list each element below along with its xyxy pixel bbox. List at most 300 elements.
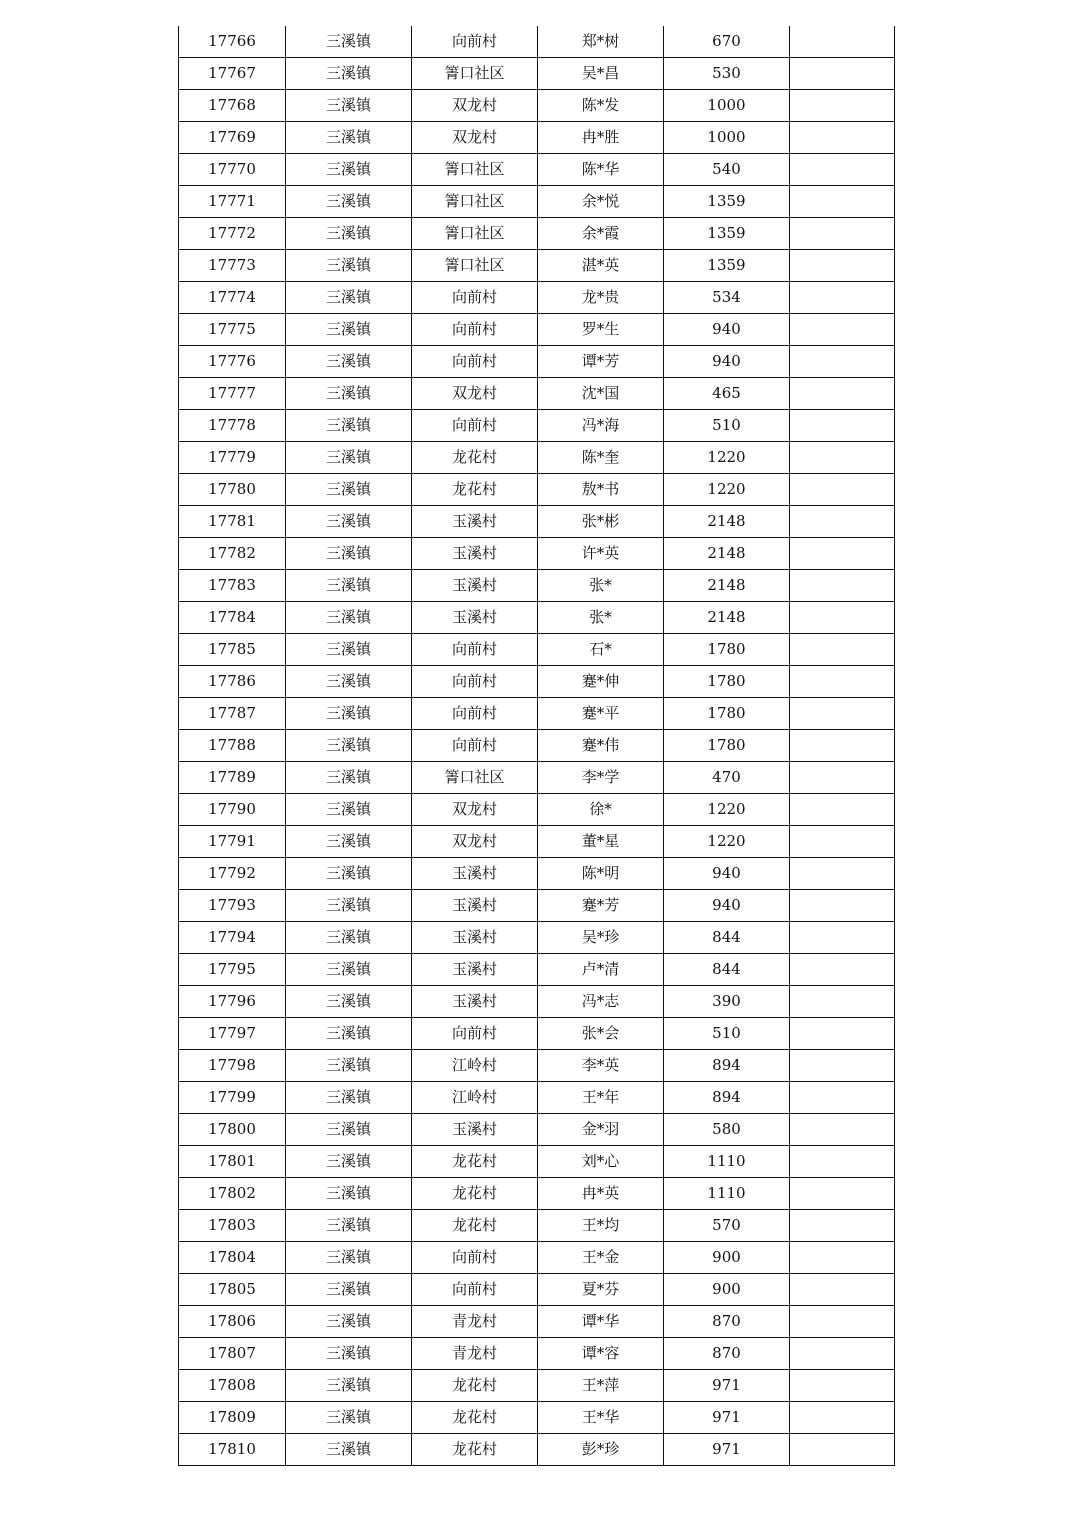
village-cell: 龙花村 [412, 1178, 538, 1210]
village-cell: 龙花村 [412, 1146, 538, 1178]
village-cell: 玉溪村 [412, 858, 538, 890]
amount-cell: 470 [664, 762, 790, 794]
amount-cell: 1220 [664, 794, 790, 826]
table-row [179, 1146, 895, 1178]
record-id-cell: 17777 [179, 378, 286, 410]
amount-cell: 870 [664, 1338, 790, 1370]
note-cell [790, 1210, 895, 1242]
name-cell: 沈*国 [538, 378, 664, 410]
village-cell: 箐口社区 [412, 58, 538, 90]
table-row [179, 1210, 895, 1242]
village-cell: 双龙村 [412, 90, 538, 122]
table-row [179, 58, 895, 90]
note-cell [790, 1402, 895, 1434]
record-id-cell: 17774 [179, 282, 286, 314]
name-cell: 张*彬 [538, 506, 664, 538]
note-cell [790, 1434, 895, 1466]
village-cell: 玉溪村 [412, 922, 538, 954]
amount-cell: 2148 [664, 570, 790, 602]
village-cell: 玉溪村 [412, 538, 538, 570]
village-cell: 玉溪村 [412, 890, 538, 922]
amount-cell: 540 [664, 154, 790, 186]
record-id-cell: 17779 [179, 442, 286, 474]
town-cell: 三溪镇 [286, 890, 412, 922]
note-cell [790, 826, 895, 858]
note-cell [790, 58, 895, 90]
town-cell: 三溪镇 [286, 1146, 412, 1178]
amount-cell: 2148 [664, 538, 790, 570]
town-cell: 三溪镇 [286, 730, 412, 762]
name-cell: 蹇*芳 [538, 890, 664, 922]
table-row [179, 698, 895, 730]
amount-cell: 894 [664, 1050, 790, 1082]
town-cell: 三溪镇 [286, 858, 412, 890]
amount-cell: 870 [664, 1306, 790, 1338]
note-cell [790, 250, 895, 282]
amount-cell: 1780 [664, 666, 790, 698]
town-cell: 三溪镇 [286, 1434, 412, 1466]
village-cell: 龙花村 [412, 1434, 538, 1466]
table-row [179, 26, 895, 58]
name-cell: 张*会 [538, 1018, 664, 1050]
village-cell: 江岭村 [412, 1082, 538, 1114]
name-cell: 金*羽 [538, 1114, 664, 1146]
name-cell: 冯*志 [538, 986, 664, 1018]
record-id-cell: 17786 [179, 666, 286, 698]
name-cell: 石* [538, 634, 664, 666]
record-id-cell: 17785 [179, 634, 286, 666]
table-row [179, 1306, 895, 1338]
note-cell [790, 154, 895, 186]
name-cell: 卢*清 [538, 954, 664, 986]
amount-cell: 2148 [664, 506, 790, 538]
amount-cell: 510 [664, 1018, 790, 1050]
note-cell [790, 314, 895, 346]
village-cell: 玉溪村 [412, 954, 538, 986]
record-id-cell: 17783 [179, 570, 286, 602]
village-cell: 向前村 [412, 666, 538, 698]
note-cell [790, 858, 895, 890]
record-id-cell: 17773 [179, 250, 286, 282]
table-row [179, 730, 895, 762]
note-cell [790, 282, 895, 314]
village-cell: 龙花村 [412, 442, 538, 474]
village-cell: 向前村 [412, 1274, 538, 1306]
note-cell [790, 1018, 895, 1050]
town-cell: 三溪镇 [286, 954, 412, 986]
note-cell [790, 1114, 895, 1146]
village-cell: 向前村 [412, 26, 538, 58]
record-id-cell: 17800 [179, 1114, 286, 1146]
record-id-cell: 17769 [179, 122, 286, 154]
record-id-cell: 17795 [179, 954, 286, 986]
note-cell [790, 954, 895, 986]
table-row [179, 474, 895, 506]
note-cell [790, 90, 895, 122]
table-row [179, 314, 895, 346]
name-cell: 张* [538, 570, 664, 602]
village-cell: 玉溪村 [412, 986, 538, 1018]
amount-cell: 1110 [664, 1146, 790, 1178]
amount-cell: 844 [664, 922, 790, 954]
amount-cell: 1359 [664, 218, 790, 250]
town-cell: 三溪镇 [286, 442, 412, 474]
village-cell: 向前村 [412, 1242, 538, 1274]
record-id-cell: 17810 [179, 1434, 286, 1466]
note-cell [790, 26, 895, 58]
town-cell: 三溪镇 [286, 666, 412, 698]
town-cell: 三溪镇 [286, 314, 412, 346]
amount-cell: 940 [664, 890, 790, 922]
name-cell: 谭*华 [538, 1306, 664, 1338]
name-cell: 张* [538, 602, 664, 634]
town-cell: 三溪镇 [286, 410, 412, 442]
table-row [179, 410, 895, 442]
record-id-cell: 17797 [179, 1018, 286, 1050]
table-row [179, 858, 895, 890]
record-id-cell: 17798 [179, 1050, 286, 1082]
name-cell: 徐* [538, 794, 664, 826]
town-cell: 三溪镇 [286, 218, 412, 250]
name-cell: 郑*树 [538, 26, 664, 58]
table-row [179, 1274, 895, 1306]
name-cell: 王*金 [538, 1242, 664, 1274]
table-row [179, 218, 895, 250]
village-cell: 向前村 [412, 314, 538, 346]
village-cell: 双龙村 [412, 378, 538, 410]
name-cell: 王*年 [538, 1082, 664, 1114]
note-cell [790, 122, 895, 154]
record-id-cell: 17768 [179, 90, 286, 122]
village-cell: 玉溪村 [412, 570, 538, 602]
town-cell: 三溪镇 [286, 1402, 412, 1434]
name-cell: 陈*奎 [538, 442, 664, 474]
record-id-cell: 17784 [179, 602, 286, 634]
town-cell: 三溪镇 [286, 698, 412, 730]
record-id-cell: 17771 [179, 186, 286, 218]
record-id-cell: 17802 [179, 1178, 286, 1210]
table-row [179, 922, 895, 954]
table-row [179, 666, 895, 698]
name-cell: 敖*书 [538, 474, 664, 506]
note-cell [790, 218, 895, 250]
amount-cell: 390 [664, 986, 790, 1018]
record-id-cell: 17788 [179, 730, 286, 762]
village-cell: 龙花村 [412, 1210, 538, 1242]
town-cell: 三溪镇 [286, 794, 412, 826]
table-row [179, 1082, 895, 1114]
village-cell: 向前村 [412, 698, 538, 730]
table-row [179, 1018, 895, 1050]
record-id-cell: 17807 [179, 1338, 286, 1370]
amount-cell: 2148 [664, 602, 790, 634]
table-row [179, 250, 895, 282]
amount-cell: 940 [664, 314, 790, 346]
table-row [179, 602, 895, 634]
record-id-cell: 17766 [179, 26, 286, 58]
name-cell: 龙*贵 [538, 282, 664, 314]
table-row [179, 826, 895, 858]
record-id-cell: 17776 [179, 346, 286, 378]
record-id-cell: 17809 [179, 1402, 286, 1434]
village-cell: 玉溪村 [412, 506, 538, 538]
table-row [179, 90, 895, 122]
name-cell: 李*学 [538, 762, 664, 794]
note-cell [790, 346, 895, 378]
amount-cell: 1220 [664, 826, 790, 858]
amount-cell: 1359 [664, 250, 790, 282]
table-row [179, 794, 895, 826]
town-cell: 三溪镇 [286, 474, 412, 506]
village-cell: 江岭村 [412, 1050, 538, 1082]
table-row [179, 154, 895, 186]
town-cell: 三溪镇 [286, 602, 412, 634]
record-id-cell: 17772 [179, 218, 286, 250]
village-cell: 龙花村 [412, 1370, 538, 1402]
amount-cell: 1359 [664, 186, 790, 218]
name-cell: 李*英 [538, 1050, 664, 1082]
amount-cell: 534 [664, 282, 790, 314]
name-cell: 罗*生 [538, 314, 664, 346]
amount-cell: 530 [664, 58, 790, 90]
record-id-cell: 17770 [179, 154, 286, 186]
record-id-cell: 17792 [179, 858, 286, 890]
name-cell: 陈*华 [538, 154, 664, 186]
town-cell: 三溪镇 [286, 90, 412, 122]
record-id-cell: 17790 [179, 794, 286, 826]
table-row [179, 1178, 895, 1210]
amount-cell: 1780 [664, 730, 790, 762]
town-cell: 三溪镇 [286, 378, 412, 410]
town-cell: 三溪镇 [286, 762, 412, 794]
note-cell [790, 602, 895, 634]
note-cell [790, 1338, 895, 1370]
note-cell [790, 506, 895, 538]
records-table-body [179, 26, 895, 1466]
note-cell [790, 666, 895, 698]
town-cell: 三溪镇 [286, 826, 412, 858]
name-cell: 冉*胜 [538, 122, 664, 154]
amount-cell: 844 [664, 954, 790, 986]
town-cell: 三溪镇 [286, 250, 412, 282]
village-cell: 玉溪村 [412, 1114, 538, 1146]
record-id-cell: 17804 [179, 1242, 286, 1274]
amount-cell: 670 [664, 26, 790, 58]
amount-cell: 894 [664, 1082, 790, 1114]
record-id-cell: 17775 [179, 314, 286, 346]
amount-cell: 465 [664, 378, 790, 410]
note-cell [790, 410, 895, 442]
note-cell [790, 1370, 895, 1402]
record-id-cell: 17803 [179, 1210, 286, 1242]
town-cell: 三溪镇 [286, 186, 412, 218]
town-cell: 三溪镇 [286, 58, 412, 90]
amount-cell: 570 [664, 1210, 790, 1242]
record-id-cell: 17778 [179, 410, 286, 442]
name-cell: 谭*芳 [538, 346, 664, 378]
table-row [179, 1370, 895, 1402]
town-cell: 三溪镇 [286, 922, 412, 954]
town-cell: 三溪镇 [286, 1306, 412, 1338]
name-cell: 吴*珍 [538, 922, 664, 954]
name-cell: 王*萍 [538, 1370, 664, 1402]
table-row [179, 282, 895, 314]
record-id-cell: 17791 [179, 826, 286, 858]
town-cell: 三溪镇 [286, 1050, 412, 1082]
town-cell: 三溪镇 [286, 26, 412, 58]
town-cell: 三溪镇 [286, 538, 412, 570]
name-cell: 谭*容 [538, 1338, 664, 1370]
note-cell [790, 442, 895, 474]
record-id-cell: 17780 [179, 474, 286, 506]
note-cell [790, 1242, 895, 1274]
note-cell [790, 570, 895, 602]
village-cell: 向前村 [412, 282, 538, 314]
table-row [179, 634, 895, 666]
table-row [179, 122, 895, 154]
name-cell: 陈*发 [538, 90, 664, 122]
town-cell: 三溪镇 [286, 122, 412, 154]
town-cell: 三溪镇 [286, 1242, 412, 1274]
note-cell [790, 1050, 895, 1082]
name-cell: 蹇*伸 [538, 666, 664, 698]
town-cell: 三溪镇 [286, 1178, 412, 1210]
village-cell: 青龙村 [412, 1338, 538, 1370]
note-cell [790, 762, 895, 794]
town-cell: 三溪镇 [286, 1018, 412, 1050]
note-cell [790, 730, 895, 762]
table-row [179, 1338, 895, 1370]
amount-cell: 580 [664, 1114, 790, 1146]
town-cell: 三溪镇 [286, 154, 412, 186]
village-cell: 向前村 [412, 410, 538, 442]
town-cell: 三溪镇 [286, 282, 412, 314]
note-cell [790, 474, 895, 506]
note-cell [790, 1082, 895, 1114]
table-row [179, 1402, 895, 1434]
table-row [179, 186, 895, 218]
amount-cell: 971 [664, 1434, 790, 1466]
amount-cell: 1000 [664, 122, 790, 154]
records-table [178, 26, 895, 1466]
name-cell: 陈*明 [538, 858, 664, 890]
record-id-cell: 17787 [179, 698, 286, 730]
record-id-cell: 17796 [179, 986, 286, 1018]
amount-cell: 940 [664, 346, 790, 378]
amount-cell: 971 [664, 1402, 790, 1434]
note-cell [790, 538, 895, 570]
amount-cell: 1780 [664, 634, 790, 666]
table-row [179, 506, 895, 538]
name-cell: 湛*英 [538, 250, 664, 282]
village-cell: 箐口社区 [412, 186, 538, 218]
note-cell [790, 634, 895, 666]
name-cell: 吴*昌 [538, 58, 664, 90]
note-cell [790, 378, 895, 410]
town-cell: 三溪镇 [286, 986, 412, 1018]
table-row [179, 890, 895, 922]
record-id-cell: 17789 [179, 762, 286, 794]
name-cell: 许*英 [538, 538, 664, 570]
table-row [179, 442, 895, 474]
record-id-cell: 17806 [179, 1306, 286, 1338]
village-cell: 龙花村 [412, 1402, 538, 1434]
note-cell [790, 1178, 895, 1210]
village-cell: 龙花村 [412, 474, 538, 506]
name-cell: 王*均 [538, 1210, 664, 1242]
record-id-cell: 17801 [179, 1146, 286, 1178]
village-cell: 双龙村 [412, 122, 538, 154]
name-cell: 冉*英 [538, 1178, 664, 1210]
name-cell: 冯*海 [538, 410, 664, 442]
name-cell: 余*霞 [538, 218, 664, 250]
table-row [179, 1114, 895, 1146]
village-cell: 双龙村 [412, 826, 538, 858]
record-id-cell: 17781 [179, 506, 286, 538]
table-row [179, 954, 895, 986]
village-cell: 向前村 [412, 634, 538, 666]
village-cell: 向前村 [412, 730, 538, 762]
note-cell [790, 698, 895, 730]
village-cell: 双龙村 [412, 794, 538, 826]
amount-cell: 1780 [664, 698, 790, 730]
amount-cell: 900 [664, 1242, 790, 1274]
village-cell: 向前村 [412, 1018, 538, 1050]
record-id-cell: 17805 [179, 1274, 286, 1306]
town-cell: 三溪镇 [286, 346, 412, 378]
town-cell: 三溪镇 [286, 1274, 412, 1306]
amount-cell: 940 [664, 858, 790, 890]
name-cell: 彭*珍 [538, 1434, 664, 1466]
note-cell [790, 986, 895, 1018]
table-row [179, 538, 895, 570]
village-cell: 玉溪村 [412, 602, 538, 634]
record-id-cell: 17767 [179, 58, 286, 90]
town-cell: 三溪镇 [286, 1338, 412, 1370]
table-row [179, 1050, 895, 1082]
note-cell [790, 922, 895, 954]
town-cell: 三溪镇 [286, 634, 412, 666]
amount-cell: 1220 [664, 442, 790, 474]
record-id-cell: 17793 [179, 890, 286, 922]
table-row [179, 762, 895, 794]
town-cell: 三溪镇 [286, 1370, 412, 1402]
amount-cell: 510 [664, 410, 790, 442]
note-cell [790, 794, 895, 826]
table-row [179, 378, 895, 410]
amount-cell: 1000 [664, 90, 790, 122]
village-cell: 向前村 [412, 346, 538, 378]
name-cell: 刘*心 [538, 1146, 664, 1178]
name-cell: 蹇*伟 [538, 730, 664, 762]
town-cell: 三溪镇 [286, 1082, 412, 1114]
note-cell [790, 1306, 895, 1338]
village-cell: 箐口社区 [412, 762, 538, 794]
note-cell [790, 1146, 895, 1178]
amount-cell: 1110 [664, 1178, 790, 1210]
table-row [179, 346, 895, 378]
table-row [179, 1242, 895, 1274]
village-cell: 箐口社区 [412, 154, 538, 186]
name-cell: 蹇*平 [538, 698, 664, 730]
name-cell: 余*悦 [538, 186, 664, 218]
town-cell: 三溪镇 [286, 1114, 412, 1146]
amount-cell: 971 [664, 1370, 790, 1402]
town-cell: 三溪镇 [286, 506, 412, 538]
village-cell: 青龙村 [412, 1306, 538, 1338]
table-row [179, 986, 895, 1018]
name-cell: 董*星 [538, 826, 664, 858]
